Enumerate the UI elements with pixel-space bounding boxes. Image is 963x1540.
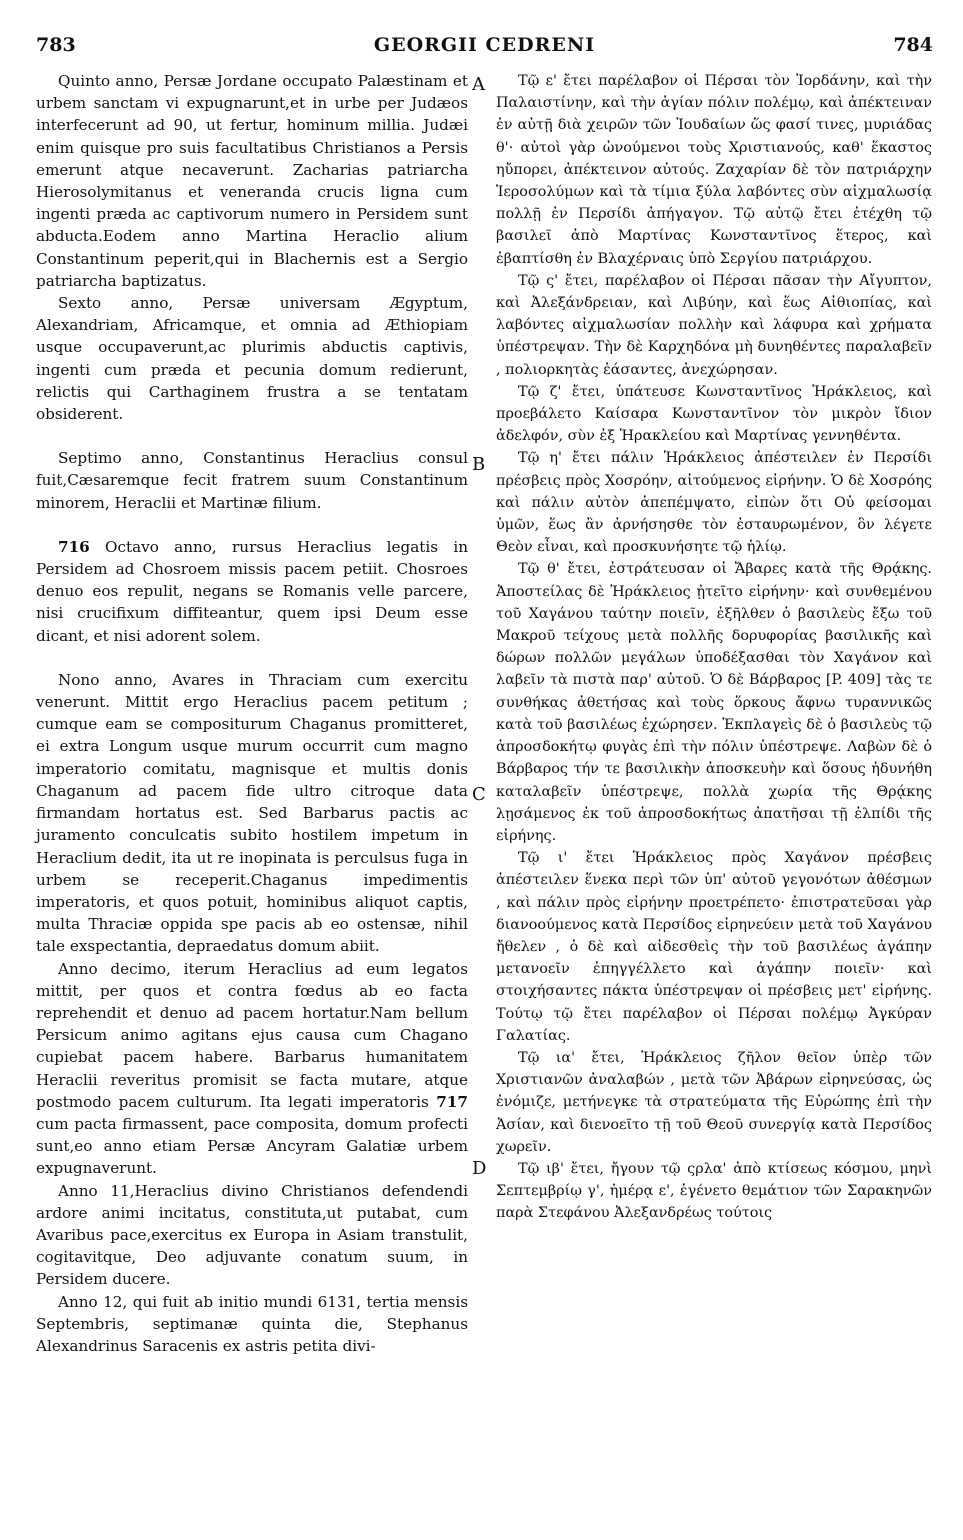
latin-column bbox=[36, 70, 468, 1357]
latin-paragraph bbox=[36, 958, 468, 1180]
latin-paragraph: Sexto anno, Persæ universam Ægyptum, Alexandriam, Africamque, et omnia ad Æthiopiam usque occupaverunt,ac plurimis abductis captivis, ingenti cum præda et pecunia domum redierunt, relictis qui Carthaginem frustra a se tentatam obsiderent. bbox=[36, 294, 468, 424]
running-title: GEORGII CEDRENI bbox=[373, 34, 596, 56]
margin-letter-b: B bbox=[472, 454, 486, 475]
greek-paragraph: Τῷ ιβ' ἔτει, ἤγουν τῷ ςρλα' ἀπὸ κτίσεως κόσμου, μηνὶ Σεπτεμβρίῳ γ', ἡμέρᾳ ε', ἐγένετο θεμάτιον τῶν Σαρακηνῶν παρὰ Στεφάνου Ἀλεξανδρέως τούτοις bbox=[496, 1160, 932, 1222]
greek-paragraph: Τῷ θ' ἔτει, ἐστράτευσαν οἱ Ἄβαρες κατὰ τῆς Θρᾴκης. Ἀποστείλας δὲ Ἡράκλειος ᾐτεῖτο εἰρήνην· καὶ συνθεμένου τοῦ Χαγάνου ταύτην ποιεῖν, ἐξῆλθεν ὁ βασιλεὺς ἔξω τοῦ Μακροῦ τείχους μετὰ πολλῆς δορυφορίας βασιλικῆς καὶ δώρων πολλῶν μεγάλων ὑποδέξασθαι τὸν Χαγάνον καὶ λαβεῖν τὰ πιστὰ παρ' αὐτοῦ. Ὁ δὲ Βάρβαρος [P. 409] τὰς τε συνθήκας ἀθετήσας καὶ τοὺς ὅρκους ἄφνω τυραννικῶς κατὰ τοῦ βασιλέως ἐχώρησεν. Ἐκπλαγεὶς δὲ ὁ βασιλεὺς τῷ ἀπροσδοκήτῳ φυγὰς ἐπὶ τὴν πόλιν ὑπέστρεψε. Λαβὼν δὲ ὁ Βάρβαρος τήν τε βασιλικὴν ἀποσκευὴν καὶ ὅσους ἠδυνήθη καταλαβεῖν ὑπέστρεψε, πολλὰ χωρία τῆς Θρᾴκης λῃσάμενος ἐκ τοῦ ἀπροσδοκήτως ἀπατῆσαι τῇ ἐλπίδι τῆς εἰρήνης. bbox=[496, 561, 932, 844]
latin-paragraph: Nono anno, Avares in Thraciam cum exercitu venerunt. Mittit ergo Heraclius pacem petitum ; cumque eam se compositurum Chaganus promitteret, ei extra Longum usque murum occurrit cum magno imperatorio comitatu, magnisque et multis donis Chaganum ad pacem fide ultro citroque data firmandam hortatus est. Sed Barbarus pactis ac juramento conculcatis subito hostilem impetum in Heraclium dedit, ita ut re inopinata is perculsus fuga in urbem se receperit.Chaganus impedimentis imperatoris, et quos potuit, hominibus aliquot captis, multa Thraciæ oppida spe pacis ab eo ostensæ, nihil tale exspectantia, depraedatus domum abiit. bbox=[36, 670, 468, 956]
margin-letter-a: A bbox=[472, 74, 485, 95]
page-marker: 717 bbox=[436, 1092, 468, 1111]
page-marker: 716 bbox=[58, 537, 90, 556]
greek-paragraph: Τῷ ε' ἔτει παρέλαβον οἱ Πέρσαι τὸν Ἰορδάνην, καὶ τὴν Παλαιστίνην, καὶ τὴν ἁγίαν πόλιν πολέμῳ, καὶ ἀπέκτειναν ἐν αὐτῇ διὰ χειρῶν τῶν Ἰουδαίων ὥς φασί τινες, μυριάδας θ'· αὐτοὶ γὰρ ὠνούμενοι τοὺς Χριστιανούς, καθ' ἕκαστος ηὔπορει, ἀπέκτεινον αὐτούς. Ζαχαρίαν δὲ τὸν πατριάρχην Ἱεροσολύμων καὶ τὰ τίμια ξύλα λαβόντες σὺν αἰχμαλωσίᾳ πολλῇ ἐν Περσίδι ἀπήγαγον. Τῷ αὐτῷ ἔτει ἐτέχθη τῷ βασιλεῖ ἀπὸ Μαρτίνας Κωνσταντῖνος ἕτερος, καὶ ἐβαπτίσθη ἐν Βλαχέρναις ὑπὸ Σεργίου πατριάρχου. bbox=[496, 73, 932, 267]
margin-letter-d: D bbox=[472, 1158, 487, 1179]
greek-paragraph: Τῷ ια' ἔτει, Ἡράκλειος ζῆλον θεῖον ὑπὲρ τῶν Χριστιανῶν ἀναλαβών , μετὰ τῶν Ἀβάρων εἰρηνεύσας, ὡς ἐνόμιζε, μετήνεγκε τὰ στρατεύματα τῆς Εὐρώπης ἐπὶ τὴν Ἀσίαν, καὶ διενοεῖτο τῇ τοῦ Θεοῦ συνεργίᾳ κατὰ Περσίδος χωρεῖν. bbox=[496, 1049, 932, 1155]
greek-paragraph: Τῷ ς' ἔτει, παρέλαβον οἱ Πέρσαι πᾶσαν τὴν Αἴγυπτον, καὶ Ἀλεξάνδρειαν, καὶ Λιβύην, καὶ ἕως Αἰθιοπίας, καὶ λαβόντες αἰχμαλωσίαν πολλὴν καὶ λάφυρα καὶ χρήματα ὑπέστρεψαν. Τὴν δὲ Καρχηδόνα μὴ δυνηθέντες παραλαβεῖν , πολιορκητὰς ἐάσαντες, ἀνεχώρησαν. bbox=[496, 272, 932, 378]
greek-paragraph: Τῷ ζ' ἔτει, ὑπάτευσε Κωνσταντῖνος Ἡράκλειος, καὶ προεβάλετο Καίσαρα Κωνσταντῖνον τὸν μικρὸν ἴδιον ἀδελφόν, σὺν ἐξ Ἡρακλείου καὶ Μαρτίνας γεννηθέντα. bbox=[496, 383, 932, 445]
latin-paragraph: Septimo anno, Constantinus Heraclius consul fuit,Cæsaremque fecit fratrem suum Constantinum minorem, Heraclii et Martinæ filium. bbox=[36, 449, 468, 512]
running-header bbox=[36, 34, 933, 62]
latin-paragraph: Quinto anno, Persæ Jordane occupato Palæstinam et urbem sanctam vi expugnarunt,et in urbe per Judæos interfecerunt ad 90, ut fertur, hominum millia. Judæi enim quisque pro suis facultatibus Christianos a Persis emerunt atque necaverunt. Zacharias patriarcha Hierosolymitanus et veneranda crucis ligna cum ingenti præda ac captivorum numero in Persidem sunt abducta.Eodem anno Martina Heraclio alium Constantinum peperit,qui in Blachernis est a Sergio patriarcha baptizatus. bbox=[36, 72, 468, 290]
latin-paragraph-text: Octavo anno, rursus Heraclius legatis in Persidem ad Chosroem missis pacem petiit. Chosroes denuo eos repulit, negans se Romanis velle parcere, nisi crucifixum diffiteantur, quem ipsi Deum esse dicant, et nisi adorent solem. bbox=[36, 537, 468, 645]
greek-column bbox=[496, 70, 932, 1225]
greek-paragraph: Τῷ η' ἔτει πάλιν Ἡράκλειος ἀπέστειλεν ἐν Περσίδι πρέσβεις πρὸς Χοσρόην, αἰτούμενος εἰρήνην. Ὁ δὲ Χοσρόης καὶ πάλιν αὐτὸν ἀπεπέμψατο, εἰπὼν ὅτι Οὐ φείσομαι ὑμῶν, ἕως ἂν ἀρνήσησθε τὸν ἐσταυρωμένον, ὃν λέγετε Θεὸν εἶναι, καὶ προσκυνήσητε τῷ ἡλίῳ. bbox=[496, 450, 932, 556]
greek-paragraph: Τῷ ι' ἔτει Ἡράκλειος πρὸς Χαγάνον πρέσβεις ἀπέστειλεν ἕνεκα περὶ τῶν ὑπ' αὐτοῦ γεγονότων ἀθέσμων , καὶ πάλιν πρὸς εἰρήνην προετρέπετο· ἐπιστρατεῦσαι γὰρ διανοούμενος κατὰ Περσίδος εἰρηνεύειν μετὰ τοῦ Χαγάνου ἤθελεν , ὁ δὲ καὶ αἰδεσθεὶς τὴν τοῦ βασιλέως ἀγάπην μετανοεῖν ἐπηγγέλλετο καὶ ἀγάπην ποιεῖν· καὶ στοιχήσαντες πάκτα ὑπέστρεψαν οἱ πρέσβεις μετ' εἰρήνης. Τούτῳ τῷ ἔτει παρέλαβον οἱ Πέρσαι πολέμῳ Ἀγκύραν Γαλατίας. bbox=[496, 850, 932, 1044]
latin-paragraph: Anno 12, qui fuit ab initio mundi 6131, tertia mensis Septembris, septimanæ quinta die, Stephanus Alexandrinus Saracenis ex astris petita divi- bbox=[36, 1292, 468, 1355]
latin-paragraph: Anno 11,Heraclius divino Christianos defendendi ardore animi incitatus, constituta,ut putabat, cum Avaribus pace,exercitus ex Europa in Asiam transtulit, cogitavitque, Deo adjuvante conatum suum, in Persidem ducere. bbox=[36, 1181, 468, 1289]
right-page-number: 784 bbox=[893, 34, 933, 56]
left-page-number: 783 bbox=[36, 34, 76, 56]
latin-paragraph-text: cum pacta firmassent, pace composita, domum profecti sunt,eo anno etiam Persæ Ancyram Galatiæ urbem expugnaverunt. bbox=[36, 1114, 468, 1178]
latin-paragraph bbox=[36, 536, 468, 647]
margin-letter-c: C bbox=[472, 784, 486, 805]
latin-paragraph-text: Anno decimo, iterum Heraclius ad eum legatos mittit, per quos et contra fœdus ab eo facta reprehendit et denuo ad pacem hortatur.Nam bellum Persicum animo agitans ejus causa cum Chagano cupiebat pacem habere. Barbarus humanitatem Heraclii reveritus promisit se facta mutare, atque postmodo pacem culturum. Ita legati imperatoris bbox=[36, 959, 468, 1111]
